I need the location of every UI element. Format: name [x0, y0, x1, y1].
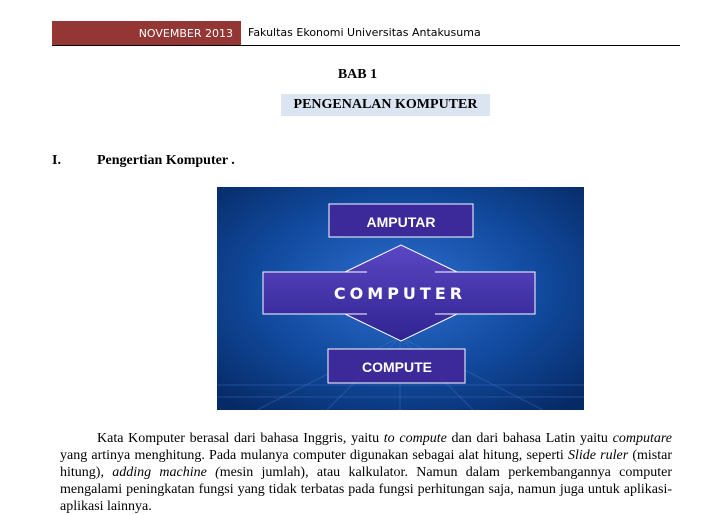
- header-institution: Fakultas Ekonomi Universitas Antakusuma: [248, 26, 481, 39]
- computer-diagram: [217, 187, 584, 410]
- header-date: NOVEMBER 2013: [138, 26, 233, 40]
- bottom-box-label: COMPUTE: [362, 359, 432, 375]
- body-term-computare: computare: [612, 431, 672, 446]
- body-term-adding-machine: adding machine (: [112, 465, 220, 480]
- body-text-1: Kata Komputer berasal dari bahasa Inggris, yaitu: [97, 431, 384, 446]
- section-number: I.: [52, 153, 61, 168]
- chapter-title-text: PENGENALAN KOMPUTER: [293, 97, 478, 112]
- chapter-title: [281, 94, 490, 116]
- top-box-label: AMPUTAR: [366, 214, 436, 230]
- body-text-3: dan dari bahasa Latin yaitu: [446, 431, 613, 446]
- center-label: COMPUTER: [333, 284, 467, 303]
- body-text-9: mesin jumlah), atau kalkulator. Namun dalam perkembangannya computer mengalami peningkatan fungsi yang tidak terbatas pada fungsi perhitungan saja, namun juga untuk aplikasi-aplikasi lainnya.: [60, 465, 672, 514]
- section-title: Pengertian Komputer .: [97, 153, 235, 168]
- chapter-label: BAB 1: [337, 67, 378, 82]
- body-text-7: (mistar hitung),: [60, 448, 673, 480]
- body-term-to-compute: to compute: [383, 431, 447, 446]
- header-date-band: [52, 21, 241, 45]
- body-term-slide-ruler: Slide ruler: [567, 448, 629, 463]
- body-paragraph: [60, 430, 672, 515]
- header-rule: [52, 45, 680, 46]
- body-text-5: yang artinya menghitung. Pada mulanya computer digunakan sebagai alat hitung, seperti: [60, 448, 568, 463]
